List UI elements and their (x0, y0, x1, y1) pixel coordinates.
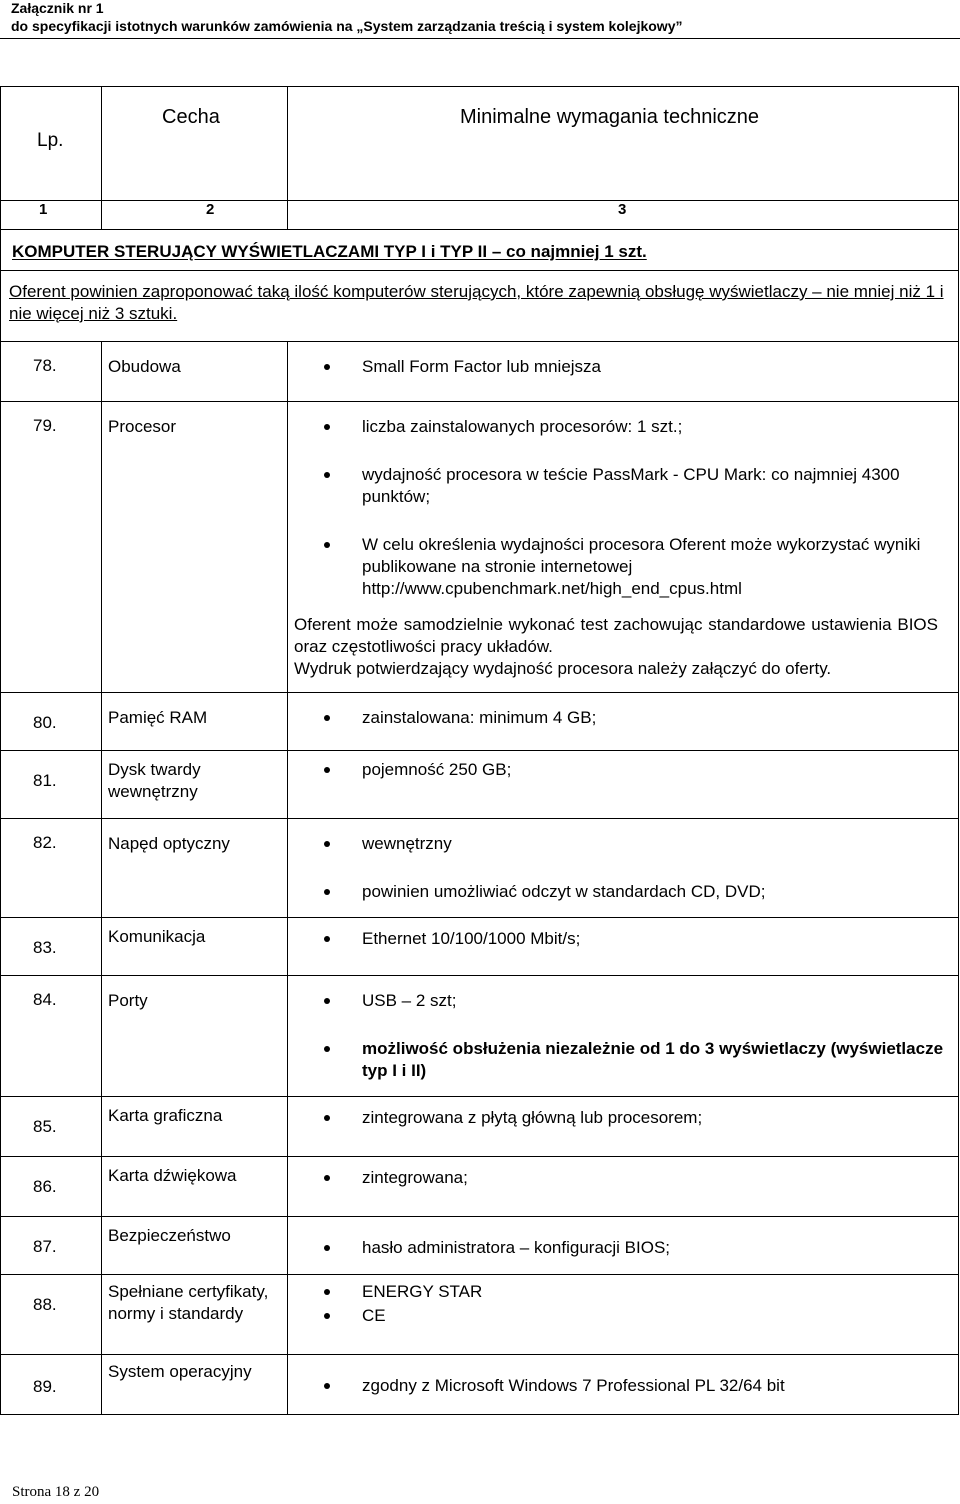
header-rule (0, 38, 960, 39)
table-row (1, 1217, 959, 1275)
row-feature: Spełniane certyfikaty, normy i standardy (102, 1275, 288, 1355)
row-lp: 83. (1, 918, 102, 976)
list-item: wydajność procesora w teście PassMark - CPU Mark: co najmniej 4300 punktów; (362, 464, 950, 508)
row-feature: Porty (102, 976, 288, 1097)
table-row (1, 342, 959, 402)
section-note-row (1, 271, 959, 342)
section-title: KOMPUTER STERUJĄCY WYŚWIETLACZAMI TYP I i TYP II – co najmniej 1 szt. (1, 230, 959, 271)
col-feature-header: Cecha (102, 87, 288, 201)
page-number: Strona 18 z 20 (12, 1484, 100, 1500)
table-row (1, 751, 959, 819)
row-lp: 85. (1, 1097, 102, 1157)
list-item: powinien umożliwiać odczyt w standardach CD, DVD; (362, 881, 950, 903)
table-row (1, 918, 959, 976)
row-feature: Bezpieczeństwo (102, 1217, 288, 1275)
row-feature: Karta graficzna (102, 1097, 288, 1157)
table-row (1, 1097, 959, 1157)
list-item: zainstalowana: minimum 4 GB; (362, 707, 950, 729)
list-item: hasło administratora – konfiguracji BIOS; (362, 1237, 950, 1259)
col-num-1: 1 (1, 201, 102, 230)
attachment-subtitle: do specyfikacji istotnych warunków zamówienia na „System zarządzania treścią i system kolejkowy” (11, 18, 683, 34)
col-requirements-header: Minimalne wymagania techniczne (288, 87, 959, 201)
row-lp: 78. (1, 342, 102, 402)
row-lp: 81. (1, 751, 102, 819)
row-lp: 82. (1, 819, 102, 918)
row-feature: System operacyjny (102, 1355, 288, 1415)
attachment-title: Załącznik nr 1 (11, 0, 104, 16)
row-lp: 84. (1, 976, 102, 1097)
list-item: wewnętrzny (362, 833, 950, 855)
row-lp: 79. (1, 402, 102, 693)
row-lp: 80. (1, 693, 102, 751)
section-note: Oferent powinien zaproponować taką ilość komputerów sterujących, które zapewnią obsługę wyświetlaczy – nie mniej niż 1 i nie więcej niż 3 sztuki. (1, 271, 959, 342)
list-item: możliwość obsłużenia niezależnie od 1 do 3 wyświetlaczy (wyświetlacze typ I i II) (362, 1038, 950, 1082)
section-row (1, 230, 959, 271)
table-row (1, 1157, 959, 1217)
table-row (1, 1355, 959, 1415)
list-item: zintegrowana z płytą główną lub procesorem; (362, 1107, 950, 1129)
list-item: USB – 2 szt; (362, 990, 950, 1012)
row-feature: Pamięć RAM (102, 693, 288, 751)
column-number-row (1, 201, 959, 230)
row-lp: 86. (1, 1157, 102, 1217)
list-item: liczba zainstalowanych procesorów: 1 szt.; (362, 416, 950, 438)
list-item: Small Form Factor lub mniejsza (362, 356, 950, 378)
row-feature: Komunikacja (102, 918, 288, 976)
row-feature: Napęd optyczny (102, 819, 288, 918)
col-num-2: 2 (102, 201, 288, 230)
list-item: zgodny z Microsoft Windows 7 Professional PL 32/64 bit (362, 1375, 950, 1397)
row-lp: 89. (1, 1355, 102, 1415)
note-paragraph: Wydruk potwierdzający wydajność procesora należy załączyć do oferty. (294, 659, 832, 678)
table-row (1, 976, 959, 1097)
list-item: W celu określenia wydajności procesora Oferent może wykorzystać wyniki publikowane na stronie internetowej http://www.cpubenchmark.net/high_end_cpus.html (362, 534, 950, 600)
spec-table (0, 86, 959, 1415)
row-feature: Dysk twardy wewnętrzny (102, 751, 288, 819)
row-lp: 87. (1, 1217, 102, 1275)
table-header-row (1, 87, 959, 201)
list-item: Ethernet 10/100/1000 Mbit/s; (362, 928, 950, 950)
list-item: CE (362, 1305, 950, 1327)
col-num-3: 3 (288, 201, 959, 230)
note-paragraph: Oferent może samodzielnie wykonać test zachowując standardowe ustawienia BIOS oraz częstotliwości pracy układów. (294, 615, 938, 656)
list-item: pojemność 250 GB; (362, 759, 950, 781)
table-row (1, 819, 959, 918)
list-item: ENERGY STAR (362, 1281, 950, 1303)
row-feature: Procesor (102, 402, 288, 693)
table-row (1, 693, 959, 751)
col-lp-header: Lp. (1, 87, 102, 201)
row-feature: Karta dźwiękowa (102, 1157, 288, 1217)
list-item: zintegrowana; (362, 1167, 950, 1189)
row-feature: Obudowa (102, 342, 288, 402)
table-row (1, 1275, 959, 1355)
table-row (1, 402, 959, 693)
row-lp: 88. (1, 1275, 102, 1355)
